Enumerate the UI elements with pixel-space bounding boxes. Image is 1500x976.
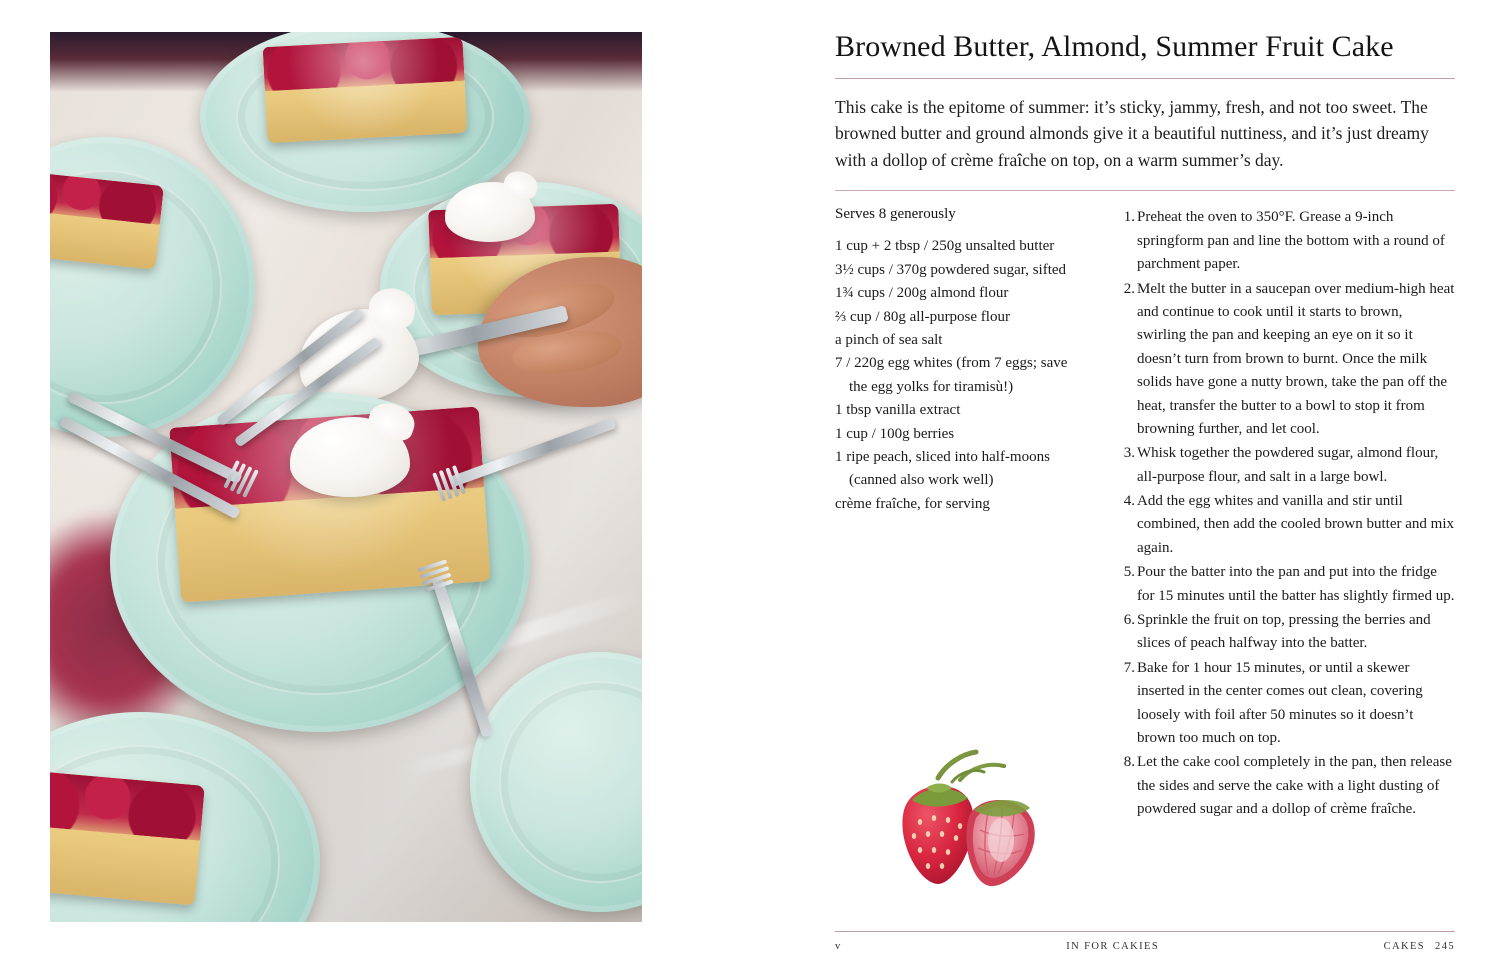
method-steps	[1115, 206, 1455, 821]
footer-chapter: IN FOR CAKIES	[1066, 941, 1160, 952]
page-footer	[835, 931, 1455, 952]
list-item: Preheat the oven to 350°F. Grease a 9-inch springform pan and line the bottom with a round of parchment paper.	[1137, 209, 1445, 273]
cake-slice	[50, 168, 164, 269]
list-item: 1 cup / 100g berries	[835, 425, 955, 442]
powdered-sugar-dusting	[263, 37, 468, 143]
recipe-photo	[50, 32, 642, 922]
footer-section: CAKES	[1383, 941, 1426, 952]
list-item: a pinch of sea salt	[835, 331, 943, 348]
footer-page-info	[1384, 941, 1455, 952]
list-item: Sprinkle the fruit on top, pressing the berries and slices of peach halfway into the batter.	[1137, 612, 1431, 652]
list-item: Pour the batter into the pan and put into the fridge for 15 minutes until the batter has slightly firmed up.	[1137, 564, 1455, 604]
cake-slice	[50, 769, 205, 906]
list-item: 1 cup + 2 tbsp / 250g unsalted butter	[835, 238, 1055, 255]
right-page	[790, 0, 1500, 976]
recipe-body	[835, 30, 1455, 823]
photo-canvas	[50, 32, 642, 922]
page-number: 245	[1435, 941, 1455, 952]
cream-dollop	[445, 182, 535, 242]
list-item: the egg yolks for tiramisù!)	[849, 378, 1014, 395]
cake-slice	[263, 37, 468, 143]
divider-top	[835, 78, 1455, 79]
list-item: Let the cake cool completely in the pan, then release the sides and serve the cake with a light dusting of powdered sugar and a dollop of crème fraîche.	[1137, 754, 1452, 818]
list-item: Bake for 1 hour 15 minutes, or until a skewer inserted in the center comes out clean, covering loosely with foil after 50 minutes so it doesn’t brown too much on top.	[1137, 659, 1423, 746]
list-item: 1 ripe peach, sliced into half-moons	[835, 448, 1050, 465]
method-column	[1115, 206, 1455, 822]
list-item: 1¾ cups / 200g almond flour	[835, 285, 1009, 302]
list-item: Melt the butter in a saucepan over medium-high heat and continue to cook until it starts to brown, swirling the pan and keeping an eye on it so it doesn’t turn from brown to burnt. Once the milk solids have gone a nutty brown, take the pan off the heat, transfer the butter to a bowl to stop it from browning further, and let cool.	[1137, 280, 1455, 437]
list-item: 7 / 220g egg whites (from 7 eggs; save	[835, 355, 1068, 372]
footer-row	[835, 941, 1455, 952]
list-item: ⅔ cup / 80g all-purpose flour	[835, 308, 1010, 325]
ingredients-list	[835, 235, 1085, 516]
ingredients-column	[835, 206, 1085, 822]
list-item: 1 tbsp vanilla extract	[835, 402, 961, 419]
page-title: Browned Butter, Almond, Summer Fruit Cake	[835, 30, 1394, 63]
recipe-intro: This cake is the epitome of summer: it’s sticky, jammy, fresh, and not too sweet. The browned butter and ground almonds give it a beautiful nuttiness, and it’s just dreamy with a dollop of crème fraîche on top, on a warm summer’s day.	[835, 96, 1429, 170]
list-item: (canned also work well)	[849, 472, 994, 489]
list-item: Whisk together the powdered sugar, almond flour, all-purpose flour, and salt in a large bowl.	[1137, 445, 1439, 485]
footer-mark: v	[835, 941, 842, 952]
footer-divider	[835, 931, 1455, 932]
list-item: Add the egg whites and vanilla and stir until combined, then add the cooled brown butter and mix again.	[1137, 493, 1454, 556]
serves-label: Serves 8 generously	[835, 206, 956, 223]
divider-mid	[835, 190, 1455, 191]
recipe-columns	[835, 206, 1455, 822]
strawberry-illustration	[842, 738, 1082, 918]
list-item: 3½ cups / 370g powdered sugar, sifted	[835, 261, 1067, 278]
list-item: crème fraîche, for serving	[835, 495, 990, 512]
